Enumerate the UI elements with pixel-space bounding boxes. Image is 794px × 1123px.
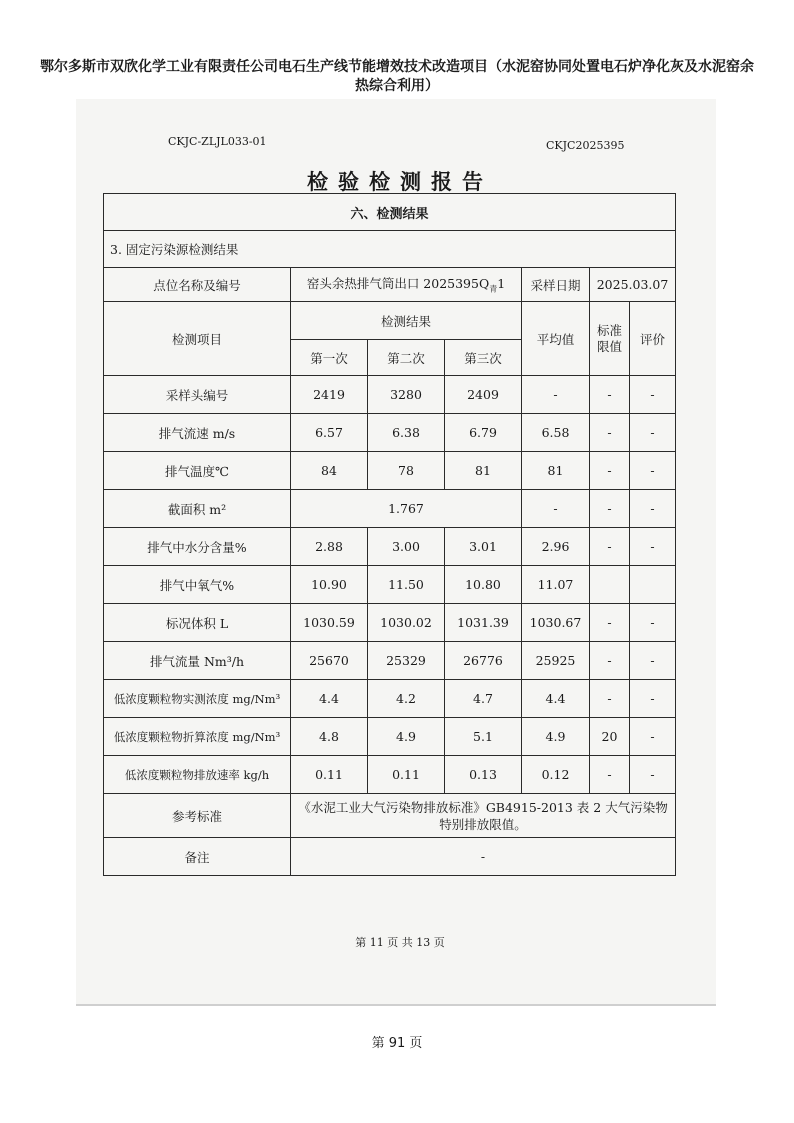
form-code: CKJC-ZLJL033-01 bbox=[168, 135, 267, 148]
row-limit: - bbox=[590, 680, 630, 718]
row-item-name: 排气流速 m/s bbox=[104, 414, 291, 452]
row-value-first: 1030.59 bbox=[291, 604, 368, 642]
row-item-name: 排气流量 Nm³/h bbox=[104, 642, 291, 680]
report-number: CKJC2025395 bbox=[546, 139, 625, 152]
header-second: 第二次 bbox=[368, 340, 445, 376]
row-evaluation: - bbox=[630, 642, 676, 680]
row-value-second: 78 bbox=[368, 452, 445, 490]
table-row bbox=[104, 528, 676, 566]
row-limit: - bbox=[590, 490, 630, 528]
row-evaluation: - bbox=[630, 452, 676, 490]
row-average: 25925 bbox=[522, 642, 590, 680]
table-row bbox=[104, 414, 676, 452]
row-value-third: 10.80 bbox=[445, 566, 522, 604]
header-third: 第三次 bbox=[445, 340, 522, 376]
row-limit: 20 bbox=[590, 718, 630, 756]
section-heading: 六、检测结果 bbox=[104, 194, 676, 231]
header-item: 检测项目 bbox=[104, 302, 291, 376]
row-value-second: 1030.02 bbox=[368, 604, 445, 642]
sampling-date-label: 采样日期 bbox=[522, 268, 590, 302]
header-limit: 标准限值 bbox=[590, 302, 630, 376]
table-row bbox=[104, 680, 676, 718]
table-row bbox=[104, 642, 676, 680]
row-value-third: 1031.39 bbox=[445, 604, 522, 642]
row-value-second: 3280 bbox=[368, 376, 445, 414]
report-title: 检验检测报告 bbox=[307, 169, 493, 194]
row-evaluation: - bbox=[630, 680, 676, 718]
row-average: 2.96 bbox=[522, 528, 590, 566]
table-row bbox=[104, 756, 676, 794]
sampling-date-value: 2025.03.07 bbox=[590, 268, 676, 302]
row-limit: - bbox=[590, 528, 630, 566]
row-average: - bbox=[522, 490, 590, 528]
row-evaluation bbox=[630, 566, 676, 604]
row-item-name: 排气中氧气% bbox=[104, 566, 291, 604]
table-row bbox=[104, 566, 676, 604]
row-value-third: 5.1 bbox=[445, 718, 522, 756]
row-value-first: 25670 bbox=[291, 642, 368, 680]
row-value-first: 4.8 bbox=[291, 718, 368, 756]
row-value-first: 10.90 bbox=[291, 566, 368, 604]
row-value-second: 6.38 bbox=[368, 414, 445, 452]
row-value-second: 4.2 bbox=[368, 680, 445, 718]
row-evaluation: - bbox=[630, 604, 676, 642]
row-average: 11.07 bbox=[522, 566, 590, 604]
row-item-name: 采样头编号 bbox=[104, 376, 291, 414]
results-table bbox=[103, 193, 676, 876]
row-evaluation: - bbox=[630, 490, 676, 528]
point-label: 点位名称及编号 bbox=[104, 268, 291, 302]
table-row bbox=[104, 376, 676, 414]
row-average: - bbox=[522, 376, 590, 414]
row-item-name: 低浓度颗粒物排放速率 kg/h bbox=[104, 756, 291, 794]
reference-value: 《水泥工业大气污染物排放标准》GB4915-2013 表 2 大气污染物特别排放限值。 bbox=[291, 794, 676, 838]
row-item-name: 截面积 m² bbox=[104, 490, 291, 528]
row-average: 1030.67 bbox=[522, 604, 590, 642]
table-row bbox=[104, 490, 676, 528]
row-value-third: 3.01 bbox=[445, 528, 522, 566]
header-first: 第一次 bbox=[291, 340, 368, 376]
table-row bbox=[104, 452, 676, 490]
reference-label: 参考标准 bbox=[104, 794, 291, 838]
row-item-name: 排气中水分含量% bbox=[104, 528, 291, 566]
row-average: 4.4 bbox=[522, 680, 590, 718]
row-value-third: 2409 bbox=[445, 376, 522, 414]
row-item-name: 标况体积 L bbox=[104, 604, 291, 642]
row-value-third: 4.7 bbox=[445, 680, 522, 718]
row-value-first: 0.11 bbox=[291, 756, 368, 794]
row-limit bbox=[590, 566, 630, 604]
row-value-second: 4.9 bbox=[368, 718, 445, 756]
row-item-name: 低浓度颗粒物折算浓度 mg/Nm³ bbox=[104, 718, 291, 756]
row-value-first: 4.4 bbox=[291, 680, 368, 718]
row-value-third: 6.79 bbox=[445, 414, 522, 452]
row-item-name: 低浓度颗粒物实测浓度 mg/Nm³ bbox=[104, 680, 291, 718]
row-item-name: 排气温度℃ bbox=[104, 452, 291, 490]
row-value-second: 3.00 bbox=[368, 528, 445, 566]
row-limit: - bbox=[590, 452, 630, 490]
row-evaluation: - bbox=[630, 718, 676, 756]
header-evaluation: 评价 bbox=[630, 302, 676, 376]
row-value-third: 26776 bbox=[445, 642, 522, 680]
row-value-first: 6.57 bbox=[291, 414, 368, 452]
row-value-first: 2.88 bbox=[291, 528, 368, 566]
report-page-number: 第 11 页 共 13 页 bbox=[355, 936, 445, 949]
row-evaluation: - bbox=[630, 376, 676, 414]
row-value-third: 81 bbox=[445, 452, 522, 490]
document-header-title: 鄂尔多斯市双欣化学工业有限责任公司电石生产线节能增效技术改造项目（水泥窑协同处置电石炉净化灰及水泥窑余热综合利用） bbox=[40, 59, 754, 94]
row-limit: - bbox=[590, 376, 630, 414]
row-limit: - bbox=[590, 414, 630, 452]
row-limit: - bbox=[590, 756, 630, 794]
row-average: 6.58 bbox=[522, 414, 590, 452]
row-merged-value: 1.767 bbox=[291, 490, 522, 528]
header-results: 检测结果 bbox=[291, 302, 522, 340]
remark-label: 备注 bbox=[104, 838, 291, 876]
row-evaluation: - bbox=[630, 528, 676, 566]
remark-value: - bbox=[291, 838, 676, 876]
point-value: 窑头余热排气筒出口 $2025395Q_青1$ bbox=[291, 268, 522, 302]
row-value-third: 0.13 bbox=[445, 756, 522, 794]
row-limit: - bbox=[590, 604, 630, 642]
document-page-number: 第 91 页 bbox=[371, 1036, 423, 1051]
row-value-second: 11.50 bbox=[368, 566, 445, 604]
row-average: 0.12 bbox=[522, 756, 590, 794]
row-value-second: 25329 bbox=[368, 642, 445, 680]
row-value-first: 84 bbox=[291, 452, 368, 490]
row-average: 4.9 bbox=[522, 718, 590, 756]
row-evaluation: - bbox=[630, 414, 676, 452]
row-value-second: 0.11 bbox=[368, 756, 445, 794]
row-value-first: 2419 bbox=[291, 376, 368, 414]
header-average: 平均值 bbox=[522, 302, 590, 376]
row-evaluation: - bbox=[630, 756, 676, 794]
row-limit: - bbox=[590, 642, 630, 680]
subsection-heading: 3. 固定污染源检测结果 bbox=[104, 231, 676, 268]
table-row bbox=[104, 604, 676, 642]
row-average: 81 bbox=[522, 452, 590, 490]
table-row bbox=[104, 718, 676, 756]
